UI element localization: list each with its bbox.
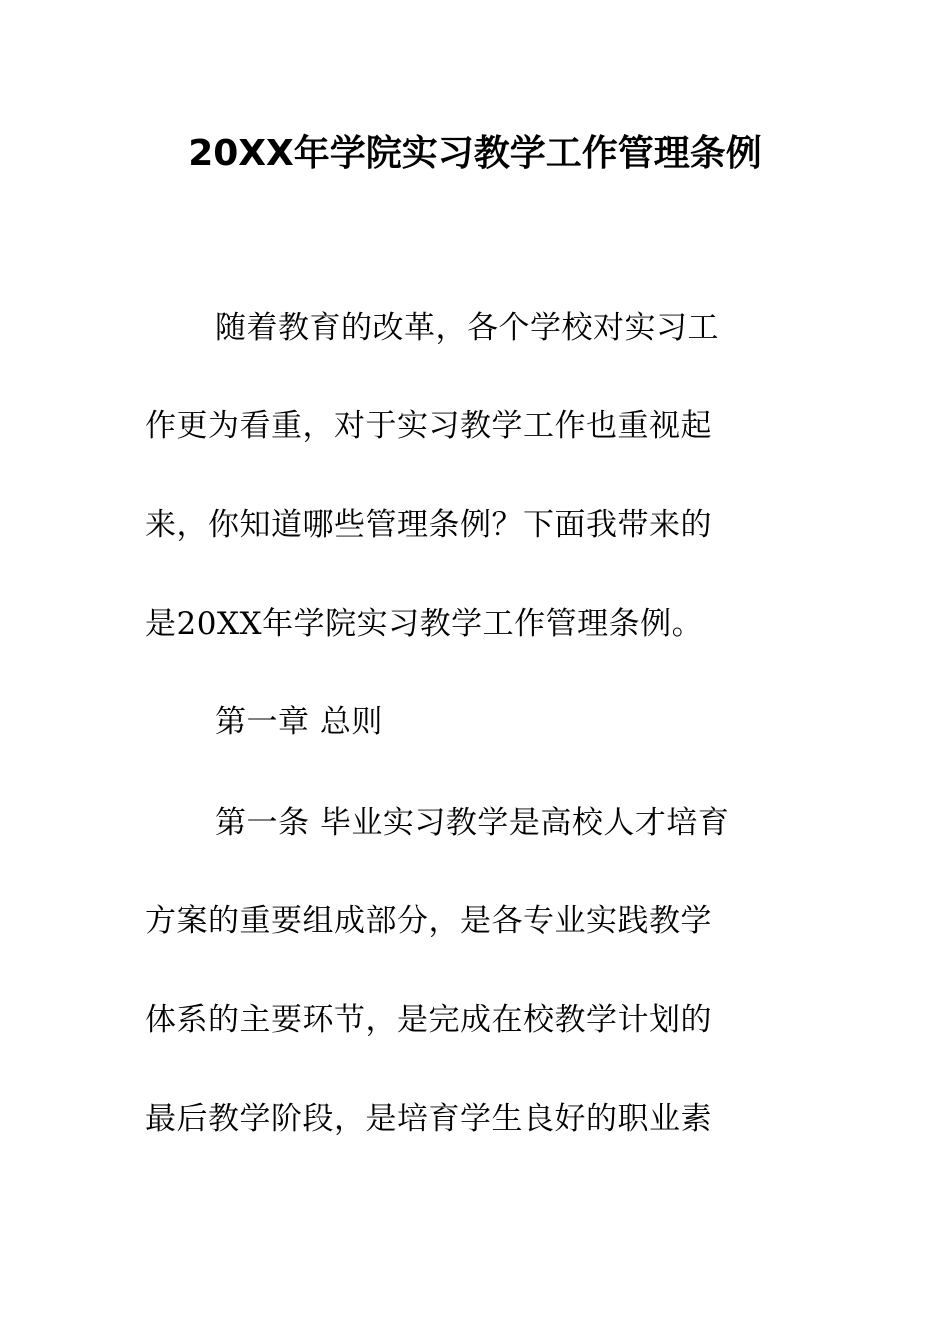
document-title: 20XX年学院实习教学工作管理条例: [188, 133, 762, 174]
paragraph-line: 方案的重要组成部分，是各专业实践教学: [145, 903, 712, 939]
chapter-heading: 第一章 总则: [215, 704, 383, 740]
paragraph-line: 体系的主要环节，是完成在校教学计划的: [145, 1002, 712, 1038]
paragraph-line: 最后教学阶段，是培育学生良好的职业素: [145, 1101, 712, 1137]
paragraph-line: 作更为看重，对于实习教学工作也重视起: [145, 408, 712, 444]
paragraph-line: 是20XX年学院实习教学工作管理条例。: [145, 606, 704, 642]
paragraph-line: 来，你知道哪些管理条例？下面我带来的: [145, 507, 712, 543]
paragraph-line: 第一条 毕业实习教学是高校人才培育: [215, 805, 730, 841]
paragraph-line: 随着教育的改革，各个学校对实习工: [215, 310, 719, 346]
